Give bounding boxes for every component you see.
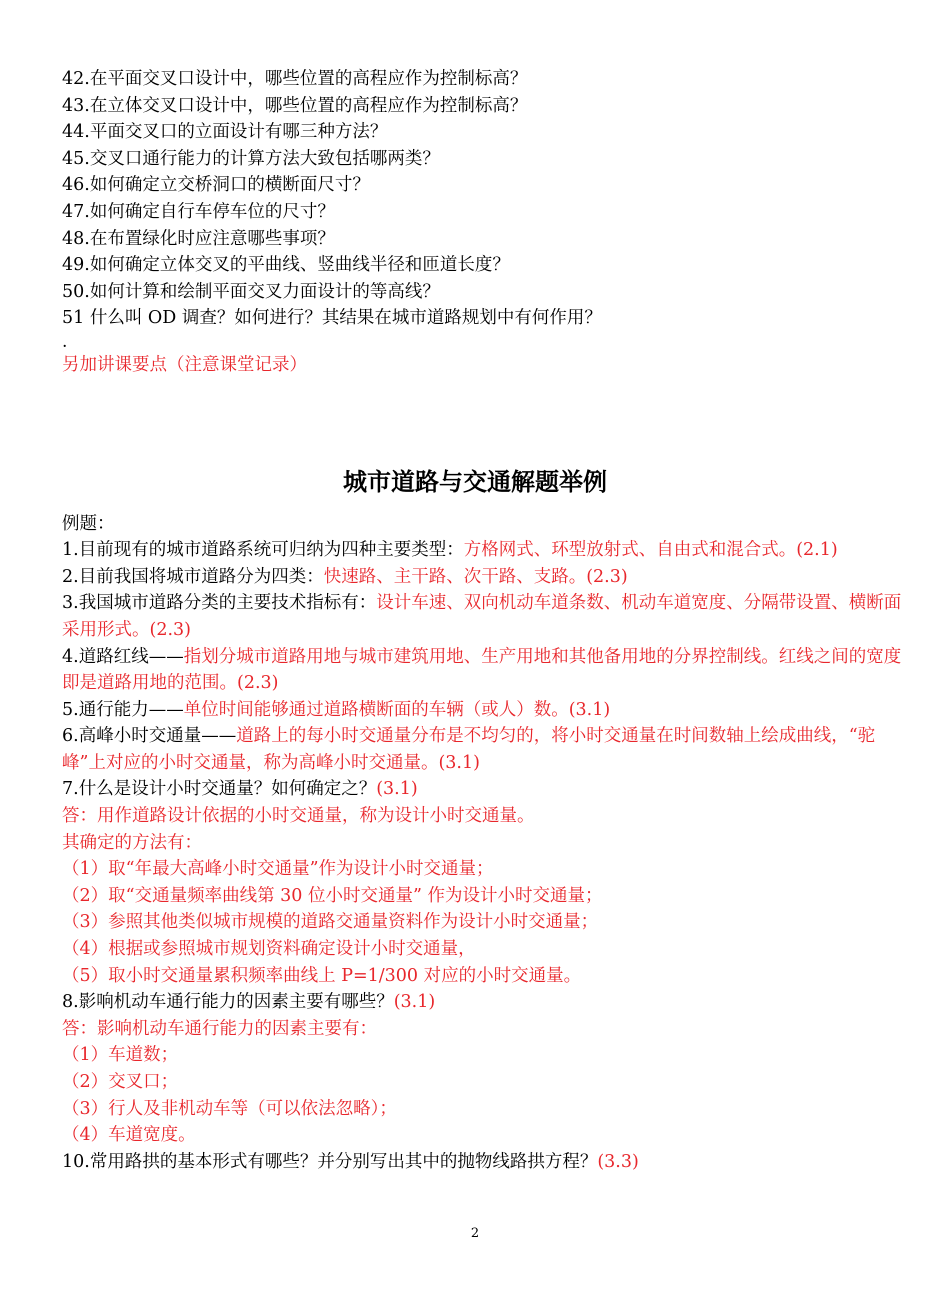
page-number: 2 (470, 1226, 480, 1241)
item-5-answer: 单位时间能够通过道路横断面的车辆（或人）数。(3.1) (183, 699, 611, 720)
example-label: 例题： (62, 513, 115, 534)
item-7-method-2: （2）取“交通量频率曲线第 30 位小时交通量” 作为设计小时交通量； (62, 885, 603, 906)
example-item-8 (62, 989, 902, 1016)
section-title: 城市道路与交通解题举例 (343, 467, 607, 496)
item-7-methods-label: 其确定的方法有： (62, 832, 202, 853)
question-44: 44.平面交叉口的立面设计有哪三种方法？ (62, 122, 388, 143)
item-1-question: 1.目前现有的城市道路系统可归纳为四种主要类型： (62, 540, 464, 561)
item-7-question: 7.什么是设计小时交通量？如何确定之？ (62, 779, 377, 800)
item-7-method-4: （4）根据或参照城市规划资料确定设计小时交通量， (62, 939, 476, 960)
question-49: 49.如何确定立体交叉的平曲线、竖曲线半径和匝道长度？ (62, 255, 510, 276)
item-8-factor-1: （1）车道数； (62, 1045, 179, 1066)
item-7-method-1: （1）取“年最大高峰小时交通量”作为设计小时交通量； (62, 859, 494, 880)
item-10-reference: (3.3) (597, 1151, 639, 1172)
item-8-question: 8.影响机动车通行能力的因素主要有哪些？ (62, 992, 394, 1013)
example-item-1 (62, 537, 902, 564)
item-8-factor-4: （4）车道宽度。 (62, 1125, 196, 1146)
stray-dot: . (62, 331, 68, 352)
item-4-question: 4.道路红线—— (62, 646, 184, 667)
example-item-4 (62, 644, 902, 697)
item-3-answer: 设计车速、双向机动车道条数、机动车道宽度、分隔带设置、横断面采用形式。(2.3) (62, 593, 902, 640)
item-7-answer: 答：用作道路设计依据的小时交通量，称为设计小时交通量。 (62, 806, 535, 827)
item-4-answer: 指划分城市道路用地与城市建筑用地、生产用地和其他备用地的分界控制线。红线之间的宽度即是道路用地的范围。(2.3) (62, 646, 902, 694)
item-7-reference: (3.1) (376, 779, 418, 800)
question-43: 43.在立体交叉口设计中，哪些位置的高程应作为控制标高？ (62, 95, 528, 116)
item-8-factor-2: （2）交叉口； (62, 1072, 179, 1092)
example-item-10 (62, 1149, 902, 1176)
example-item-2 (62, 564, 902, 591)
item-5-question: 5.通行能力—— (62, 699, 184, 720)
question-48: 48.在布置绿化时应注意哪些事项？ (62, 228, 335, 249)
item-8-answer: 答：影响机动车通行能力的因素主要有： (62, 1018, 377, 1039)
example-item-5 (62, 697, 902, 724)
item-7-method-5: （5）取小时交通量累积频率曲线上 P=1/300 对应的小时交通量。 (62, 965, 582, 986)
item-6-question: 6.高峰小时交通量—— (62, 726, 237, 747)
item-8-reference: (3.1) (393, 992, 436, 1013)
extra-lecture-note: 另加讲课要点（注意课堂记录） (62, 354, 307, 375)
document-page (62, 66, 902, 1175)
item-2-question: 2.目前我国将城市道路分为四类： (62, 566, 324, 587)
item-7-method-3: （3）参照其他类似城市规模的道路交通量资料作为设计小时交通量； (62, 912, 599, 933)
question-50: 50.如何计算和绘制平面交叉力面设计的等高线？ (62, 281, 440, 302)
item-8-factor-3: （3）行人及非机动车等（可以依法忽略）； (62, 1098, 397, 1119)
question-42: 42.在平面交叉口设计中，哪些位置的高程应作为控制标高？ (62, 69, 528, 89)
example-item-3 (62, 590, 902, 643)
item-6-answer: 道路上的每小时交通量分布是不均匀的，将小时交通量在时间数轴上绘成曲线，“驼峰”上对应的小时交通量，称为高峰小时交通量。(3.1) (62, 726, 876, 773)
question-45: 45.交叉口通行能力的计算方法大致包括哪两类？ (62, 148, 440, 169)
question-51: 51 什么叫 OD 调查？如何进行？其结果在城市道路规划中有何作用？ (62, 308, 602, 329)
question-47: 47.如何确定自行车停车位的尺寸？ (62, 201, 335, 222)
example-item-7 (62, 776, 902, 803)
item-1-answer: 方格网式、环型放射式、自由式和混合式。(2.1) (463, 540, 838, 561)
item-3-question: 3.我国城市道路分类的主要技术指标有： (62, 593, 377, 614)
question-46: 46.如何确定立交桥洞口的横断面尺寸？ (62, 175, 370, 196)
example-item-6 (62, 723, 902, 776)
item-2-answer: 快速路、主干路、次干路、支路。(2.3) (323, 566, 628, 587)
item-10-question: 10.常用路拱的基本形式有哪些？并分别写出其中的抛物线路拱方程？ (62, 1151, 598, 1172)
